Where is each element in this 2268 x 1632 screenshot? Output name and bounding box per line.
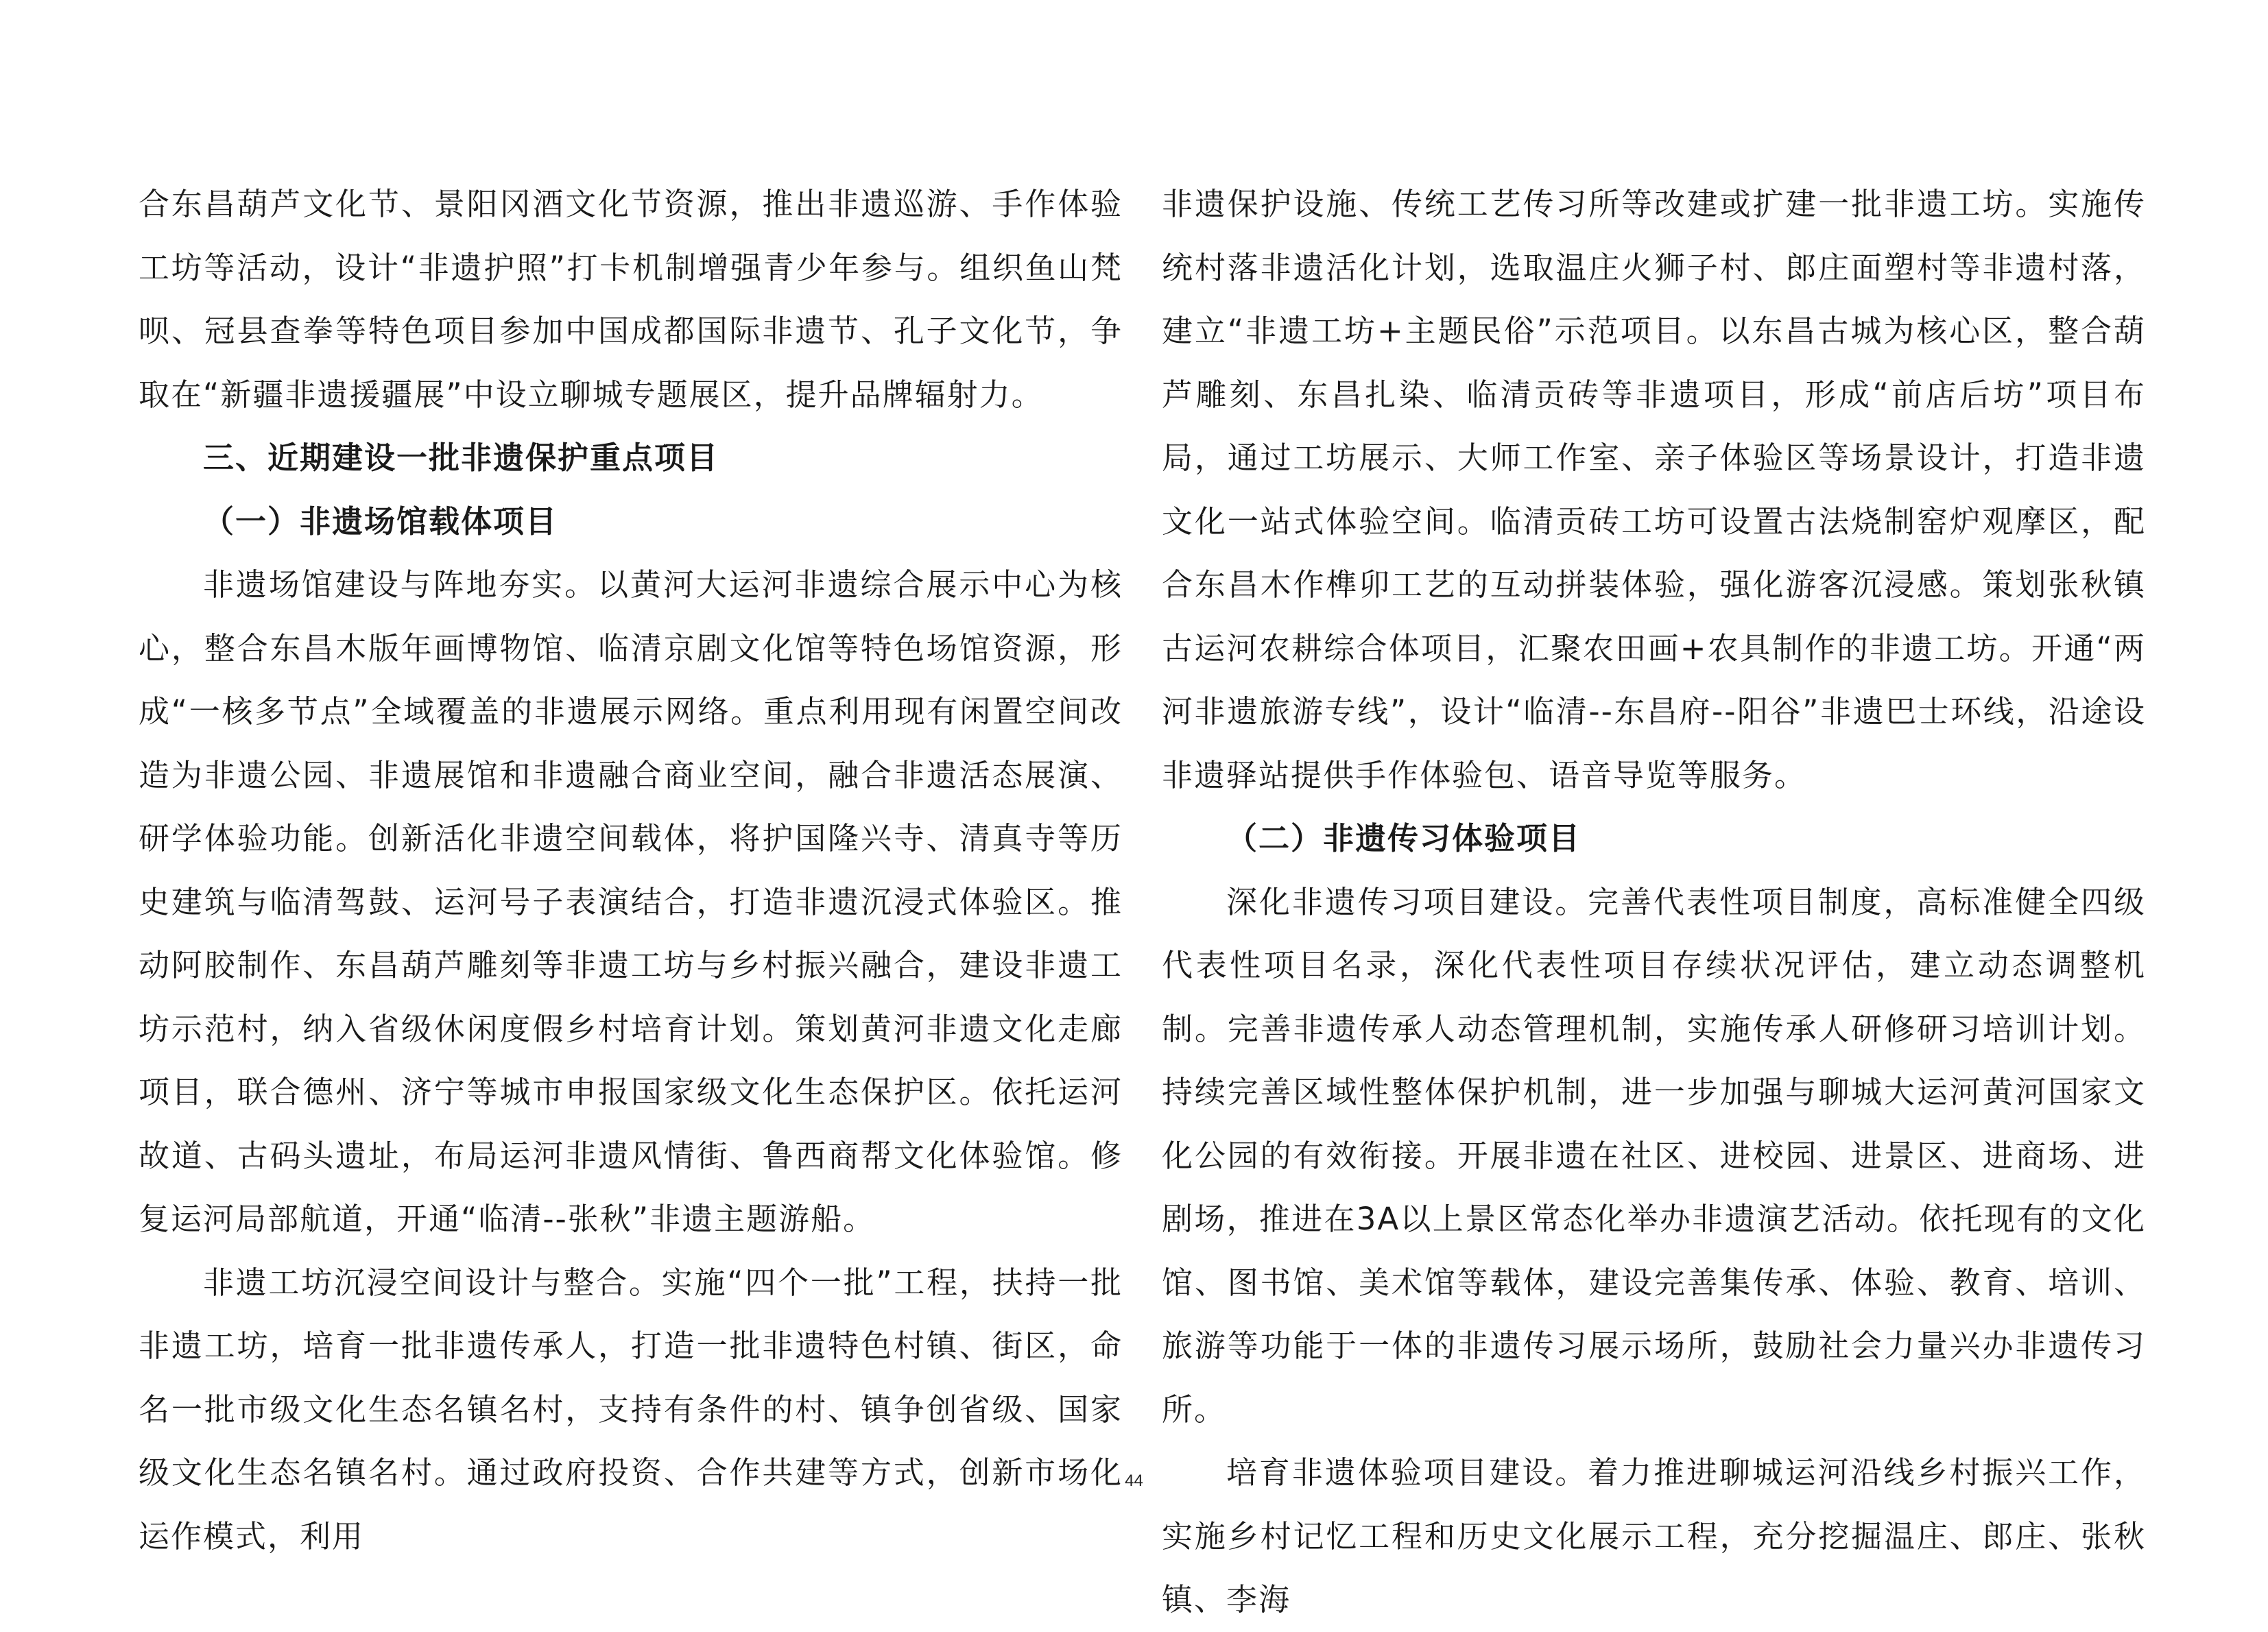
subsection-heading-venues: （一）非遗场馆载体项目: [203, 503, 558, 540]
right-column: [1162, 173, 2146, 1632]
paragraph-transmission: 深化非遗传习项目建设。完善代表性项目制度，高标准健全四级代表性项目名录，深化代表性项目存续状况评估，建立动态调整机制。完善非遗传承人动态管理机制，实施传承人研修研习培训计划。持续完善区域性整体保护机制，进一步加强与聊城大运河黄河国家文化公园的有效衔接。开展非遗在社区、进校园、进景区、进商场、进剧场，推进在3A以上景区常态化举办非遗演艺活动。依托现有的文化馆、图书馆、美术馆等载体，建设完善集传承、体验、教育、培训、旅游等功能于一体的非遗传习展示场所，鼓励社会力量兴办非遗传习所。: [1162, 883, 2146, 1428]
subsection-heading-transmission: （二）非遗传习体验项目: [1226, 820, 1581, 856]
paragraph-workshops: 非遗工坊沉浸空间设计与整合。实施“四个一批”工程，扶持一批非遗工坊，培育一批非遗传承人，打造一批非遗特色村镇、街区，命名一批市级文化生态名镇名村，支持有条件的村、镇争创省级、国家级文化生态名镇名村。通过政府投资、合作共建等方式，创新市场化运作模式，利用: [139, 1264, 1123, 1555]
paragraph-experience: 培育非遗体验项目建设。着力推进聊城运河沿线乡村振兴工作，实施乡村记忆工程和历史文化展示工程，充分挖掘温庄、郎庄、张秋镇、李海: [1162, 1454, 2146, 1618]
paragraph-continuation: 合东昌葫芦文化节、景阳冈酒文化节资源，推出非遗巡游、手作体验工坊等活动，设计“非遗护照”打卡机制增强青少年参与。组织鱼山梵呗、冠县查拳等特色项目参加中国成都国际非遗节、孔子文化节，争取在“新疆非遗援疆展”中设立聊城专题展区，提升品牌辐射力。: [139, 186, 1123, 413]
left-column: [139, 173, 1123, 1568]
page-number: 44: [1125, 1472, 1143, 1490]
paragraph-continuation: 非遗保护设施、传统工艺传习所等改建或扩建一批非遗工坊。实施传统村落非遗活化计划，选取温庄火狮子村、郎庄面塑村等非遗村落，建立“非遗工坊+主题民俗”示范项目。以东昌古城为核心区，整合葫芦雕刻、东昌扎染、临清贡砖等非遗项目，形成“前店后坊”项目布局，通过工坊展示、大师工作室、亲子体验区等场景设计，打造非遗文化一站式体验空间。临清贡砖工坊可设置古法烧制窑炉观摩区，配合东昌木作榫卯工艺的互动拼装体验，强化游客沉浸感。策划张秋镇古运河农耕综合体项目，汇聚农田画+农具制作的非遗工坊。开通“两河非遗旅游专线”，设计“临清--东昌府--阳谷”非遗巴士环线，沿途设非遗驿站提供手作体验包、语音导览等服务。: [1162, 186, 2146, 793]
section-heading: 三、近期建设一批非遗保护重点项目: [203, 440, 719, 476]
paragraph-venues: 非遗场馆建设与阵地夯实。以黄河大运河非遗综合展示中心为核心，整合东昌木版年画博物馆、临清京剧文化馆等特色场馆资源，形成“一核多节点”全域覆盖的非遗展示网络。重点利用现有闲置空间改造为非遗公园、非遗展馆和非遗融合商业空间，融合非遗活态展演、研学体验功能。创新活化非遗空间载体，将护国隆兴寺、清真寺等历史建筑与临清驾鼓、运河号子表演结合，打造非遗沉浸式体验区。推动阿胶制作、东昌葫芦雕刻等非遗工坊与乡村振兴融合，建设非遗工坊示范村，纳入省级休闲度假乡村培育计划。策划黄河非遗文化走廊项目，联合德州、济宁等城市申报国家级文化生态保护区。依托运河故道、古码头遗址，布局运河非遗风情街、鲁西商帮文化体验馆。修复运河局部航道，开通“临清--张秋”非遗主题游船。: [139, 566, 1123, 1237]
